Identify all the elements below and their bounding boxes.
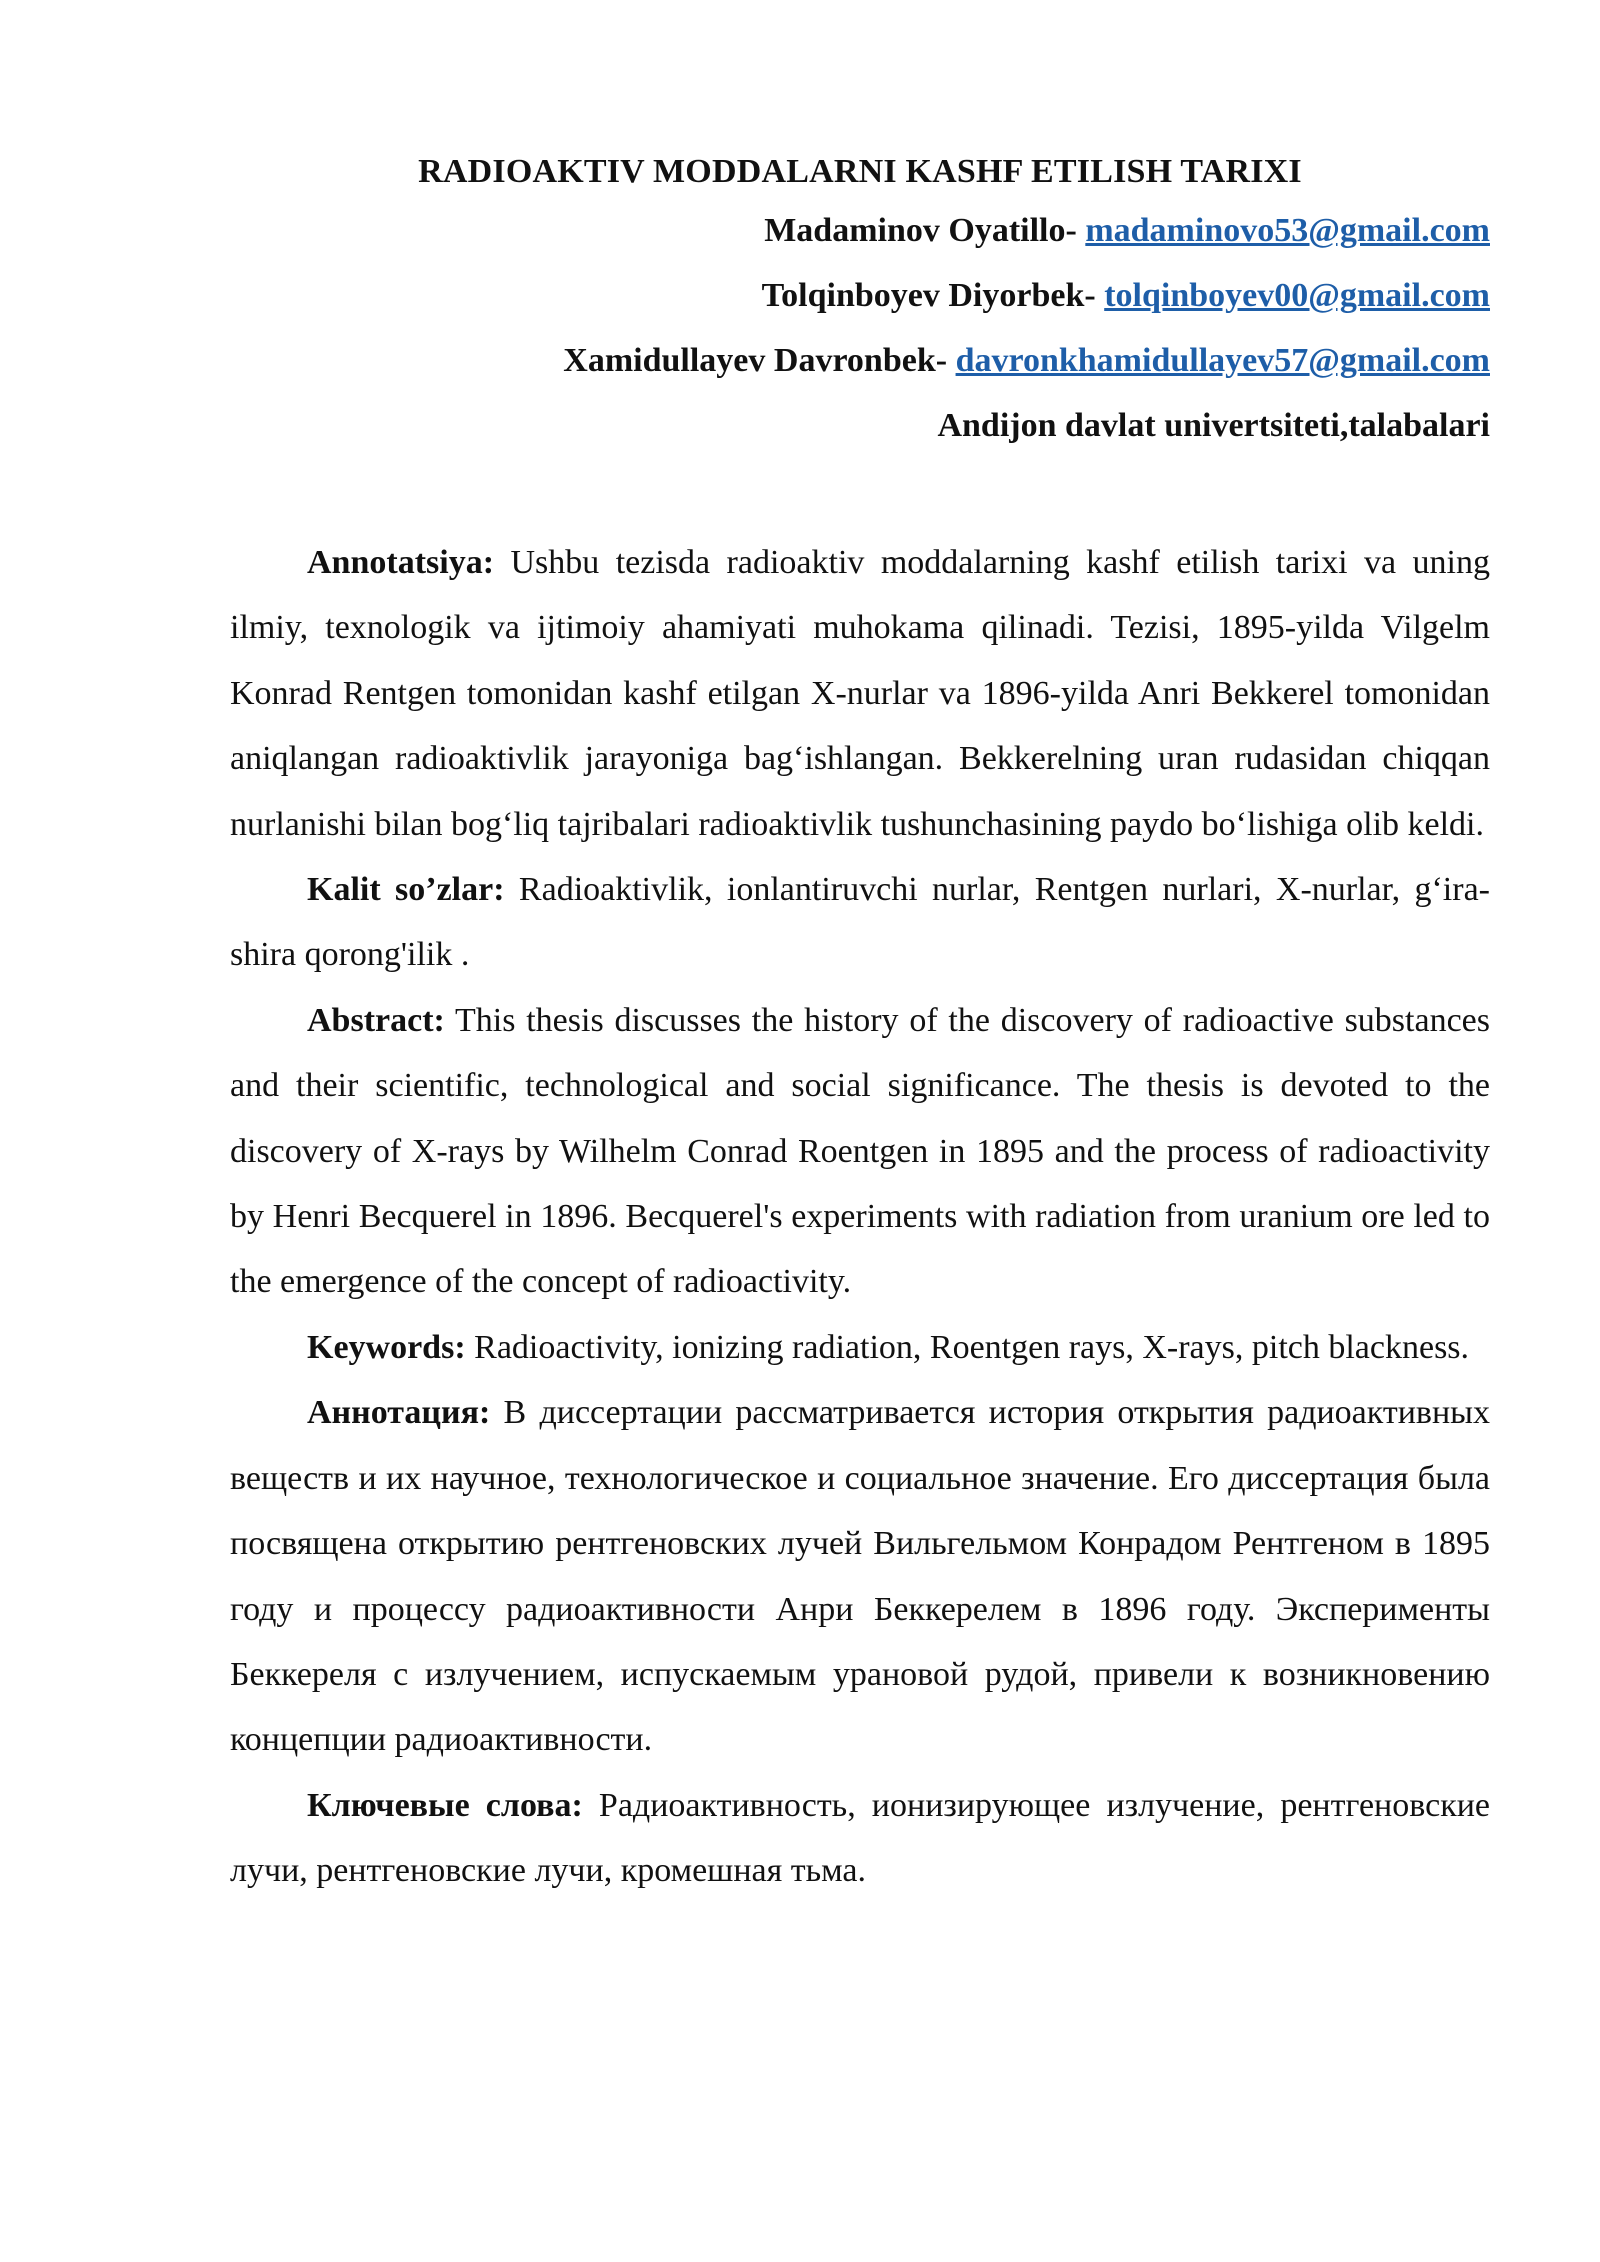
author-2-name: Tolqinboyev Diyorbek- [761,277,1096,314]
author-2 [230,263,1490,328]
keywords-ru-text: Радиоактивность, ионизирующее излучение, рентгеновские лучи, рентгеновские лучи, кромешная тьма. [230,1786,1491,1890]
keywords-en [230,1315,1490,1380]
author-1 [230,198,1490,263]
annotation-ru-text: В диссертации рассматривается история открытия радиоактивных веществ и их научное, технологическое и социальное значение. Его диссертация была посвящена открытию рентгеновских лучей Вильгельмом Конрадом Рентгеном в 1895 году и процессу радиоактивности Анри Беккерелем в 1896 году. Эксперименты Беккереля с излучением, испускаемым урановой рудой, привели к возникновению концепции радиоактивности. [230,1394,1490,1759]
paper-title: RADIOAKTIV MODDALARNI KASHF ETILISH TARIXI [418,153,1302,190]
keywords-en-text: Radioactivity, ionizing radiation, Roentgen rays, X-rays, pitch blackness. [465,1328,1470,1366]
annotation-ru-label: Аннотация: [307,1394,491,1432]
annotation-uz-label: Annotatsiya: [307,544,495,581]
keywords-uz [230,857,1490,988]
author-2-email-link[interactable]: tolqinboyev00@gmail.com [1104,277,1490,314]
annotation-ru [230,1380,1490,1772]
author-3-email-link[interactable]: davronkhamidullayev57@gmail.com [955,342,1490,379]
author-3-name: Xamidullayev Davronbek- [563,342,948,379]
keywords-uz-text: Radioaktivlik, ionlantiruvchi nurlar, Rentgen nurlari, X-nurlar, g‘ira-shira qorong'ilik . [230,871,1490,974]
annotation-uz [230,530,1490,857]
abstract-en-label: Abstract: [307,1001,445,1039]
affiliation: Andijon davlat univertsiteti,talabalari [937,407,1490,444]
keywords-en-label: Keywords: [307,1328,466,1366]
paper-body [230,530,1490,1904]
abstract-en-text: This thesis discusses the history of the discovery of radioactive substances and their scientific, technological and social significance. The thesis is devoted to the discovery of X-rays by Wilhelm Conrad Roentgen in 1895 and the process of radioactivity by Henri Becquerel in 1896. Becquerel's experiments with radiation from uranium ore led to the emergence of the concept of radioactivity. [230,1001,1490,1301]
keywords-ru-label: Ключевые слова: [307,1786,583,1824]
author-1-email-link[interactable]: madaminovo53@gmail.com [1085,212,1490,249]
keywords-ru [230,1773,1490,1904]
abstract-en [230,988,1490,1315]
author-list [230,198,1490,458]
author-1-name: Madaminov Oyatillo- [764,212,1077,249]
keywords-uz-label: Kalit so’zlar: [307,871,505,909]
paper-page [230,150,1490,1904]
annotation-uz-text: Ushbu tezisda radioaktiv moddalarning kashf etilish tarixi va uning ilmiy, texnologik va ijtimoiy ahamiyati muhokama qilinadi. Tezisi, 1895-yilda Vilgelm Konrad Rentgen tomonidan kashf etilgan X-nurlar va 1896-yilda Anri Bekkerel tomonidan aniqlangan radioaktivlik jarayoniga bag‘ishlangan. Bekkerelning uran rudasidan chiqqan nurlanishi bilan bog‘liq tajribalari radioaktivlik tushunchasining paydo bo‘lishiga olib keldi. [230,544,1490,843]
author-3 [230,328,1490,393]
